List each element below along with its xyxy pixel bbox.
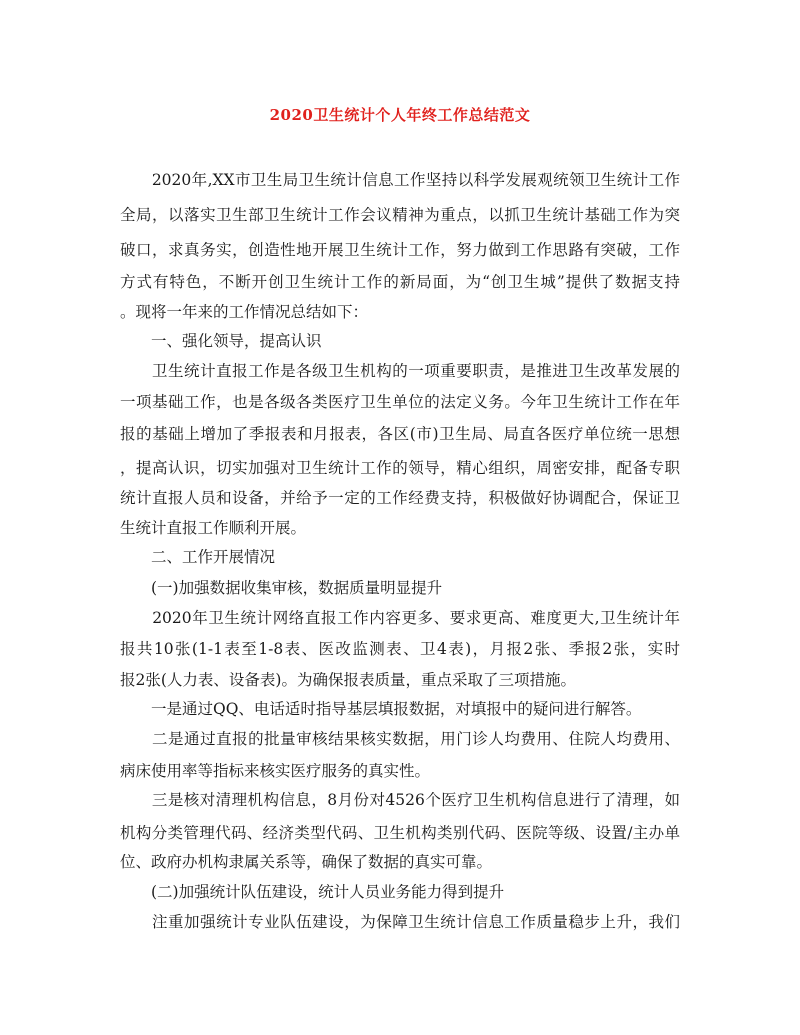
- text-line: 一是通过QQ、电话适时指导基层填报数据，对填报中的疑问进行解答。: [120, 700, 642, 718]
- text-line: 方式有特色，不断开创卫生统计工作的新局面，为“创卫生城”提供了数据支持: [120, 273, 680, 291]
- text-line: ，提高认识，切实加强对卫生统计工作的领导，精心组织，周密安排，配备专职: [120, 459, 680, 477]
- text-line: 三是核对清理机构信息，8月份对4526个医疗卫生机构信息进行了清理，如: [120, 791, 680, 809]
- text-line: 二、工作开展情况: [120, 548, 276, 566]
- text-line: 病床使用率等指标来核实医疗服务的真实性。: [120, 762, 431, 780]
- text-line: 统计直报人员和设备，并给予一定的工作经费支持，积极做好协调配合，保证卫: [120, 489, 680, 507]
- text-line: 报共10张(1-1表至1-8表、医改监测表、卫4表)，月报2张、季报2张，实时: [120, 640, 680, 658]
- text-line: 位、政府办机构隶属关系等，确保了数据的真实可靠。: [120, 853, 493, 871]
- text-line: 报2张(人力表、设备表)。为确保报表质量，重点采取了三项措施。: [120, 671, 576, 689]
- text-line: 二是通过直报的批量审核结果核实数据，用门诊人均费用、住院人均费用、: [120, 730, 680, 748]
- text-line: 卫生统计直报工作是各级卫生机构的一项重要职责，是推进卫生改革发展的: [120, 362, 680, 380]
- text-line: (二)加强统计队伍建设，统计人员业务能力得到提升: [120, 883, 505, 901]
- text-line: 生统计直报工作顺利开展。: [120, 519, 307, 537]
- text-line: 一、强化领导，提高认识: [120, 332, 322, 350]
- document-title: 2020卫生统计个人年终工作总结范文: [269, 106, 531, 124]
- text-line: 2020年,XX市卫生局卫生统计信息工作坚持以科学发展观统领卫生统计工作: [120, 171, 680, 189]
- text-line: 2020年卫生统计网络直报工作内容更多、要求更高、难度更大,卫生统计年: [120, 609, 680, 627]
- text-line: 破口，求真务实，创造性地开展卫生统计工作，努力做到工作思路有突破，工作: [120, 241, 680, 259]
- text-line: 机构分类管理代码、经济类型代码、卫生机构类别代码、医院等级、设置/主办单: [120, 824, 680, 842]
- text-line: 报的基础上增加了季报表和月报表，各区(市)卫生局、局直各医疗单位统一思想: [120, 425, 680, 443]
- text-line: 全局，以落实卫生部卫生统计工作会议精神为重点，以抓卫生统计基础工作为突: [120, 206, 680, 224]
- text-line: 。现将一年来的工作情况总结如下：: [120, 303, 369, 321]
- text-line: 一项基础工作，也是各级各类医疗卫生单位的法定义务。今年卫生统计工作在年: [120, 393, 680, 411]
- text-line: (一)加强数据收集审核，数据质量明显提升: [120, 579, 443, 597]
- text-line: 注重加强统计专业队伍建设，为保障卫生统计信息工作质量稳步上升，我们: [120, 913, 680, 931]
